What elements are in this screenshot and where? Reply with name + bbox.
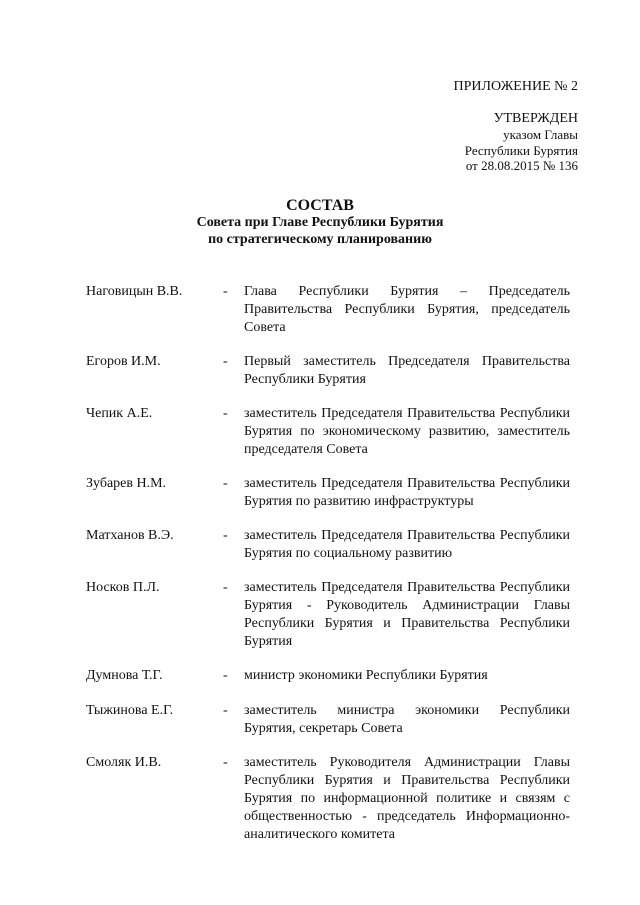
document-title xyxy=(0,196,640,248)
member-role: заместитель Председателя Правительства Республики Бурятия по социальному развитию xyxy=(244,528,570,561)
member-role: заместитель Председателя Правительства Республики Бурятия по развитию инфраструктуры xyxy=(244,476,570,509)
member-separator: - xyxy=(223,755,228,770)
approval-date: от 28.08.2015 № 136 xyxy=(465,158,578,173)
member-row xyxy=(86,527,570,579)
approval-republic: Республики Бурятия xyxy=(464,142,578,158)
member-role: заместитель Председателя Правительства Республики Бурятия по экономическому развитию, заместитель председателя Совета xyxy=(244,406,570,457)
member-name: Зубарев Н.М. xyxy=(86,476,167,491)
approval-status: УТВЕРЖДЕН xyxy=(493,111,578,126)
member-role: заместитель Председателя Правительства Республики Бурятия - Руководитель Администрации Главы Республики Бурятия и Правительства Республики Бурятия xyxy=(244,580,570,649)
appendix-number: ПРИЛОЖЕНИЕ № 2 xyxy=(453,79,578,94)
member-row xyxy=(86,283,570,353)
approval-block xyxy=(378,111,578,174)
member-row xyxy=(86,405,570,475)
member-name: Смоляк И.В. xyxy=(86,755,162,770)
member-role: Первый заместитель Председателя Правительства Республики Бурятия xyxy=(244,354,570,387)
member-role: заместитель Руководителя Администрации Главы Республики Бурятия и Правительства Республики Бурятия по информационной политике и связям с общественностью - председатель Информационно-аналитического комитета xyxy=(244,755,570,842)
member-separator: - xyxy=(223,284,228,299)
member-role: заместитель министра экономики Республики Бурятия, секретарь Совета xyxy=(244,703,570,736)
member-separator: - xyxy=(223,580,228,595)
member-name: Егоров И.М. xyxy=(86,354,161,369)
member-row xyxy=(86,475,570,527)
approval-decree: указом Главы xyxy=(503,127,578,142)
member-row xyxy=(86,702,570,754)
title-topic: по стратегическому планированию xyxy=(208,231,432,247)
member-name: Наговицын В.В. xyxy=(86,284,183,299)
member-name: Носков П.Л. xyxy=(86,580,160,595)
member-row xyxy=(86,667,570,702)
member-row xyxy=(86,754,570,846)
member-separator: - xyxy=(223,476,228,491)
member-role: министр экономики Республики Бурятия xyxy=(244,668,488,683)
member-separator: - xyxy=(223,703,228,718)
member-name: Чепик А.Е. xyxy=(86,406,153,421)
member-name: Матханов В.Э. xyxy=(86,528,174,543)
title-main: СОСТАВ xyxy=(286,197,354,214)
member-separator: - xyxy=(223,528,228,543)
members-list xyxy=(86,283,570,846)
member-name: Думнова Т.Г. xyxy=(86,668,163,683)
member-separator: - xyxy=(223,668,228,683)
title-council: Совета при Главе Республики Бурятия xyxy=(196,215,444,230)
member-separator: - xyxy=(223,354,228,369)
member-row xyxy=(86,579,570,667)
member-separator: - xyxy=(223,406,228,421)
member-row xyxy=(86,353,570,405)
member-role: Глава Республики Бурятия – Председатель Правительства Республики Бурятия, председатель Совета xyxy=(244,284,570,335)
member-name: Тыжинова Е.Г. xyxy=(86,703,174,718)
